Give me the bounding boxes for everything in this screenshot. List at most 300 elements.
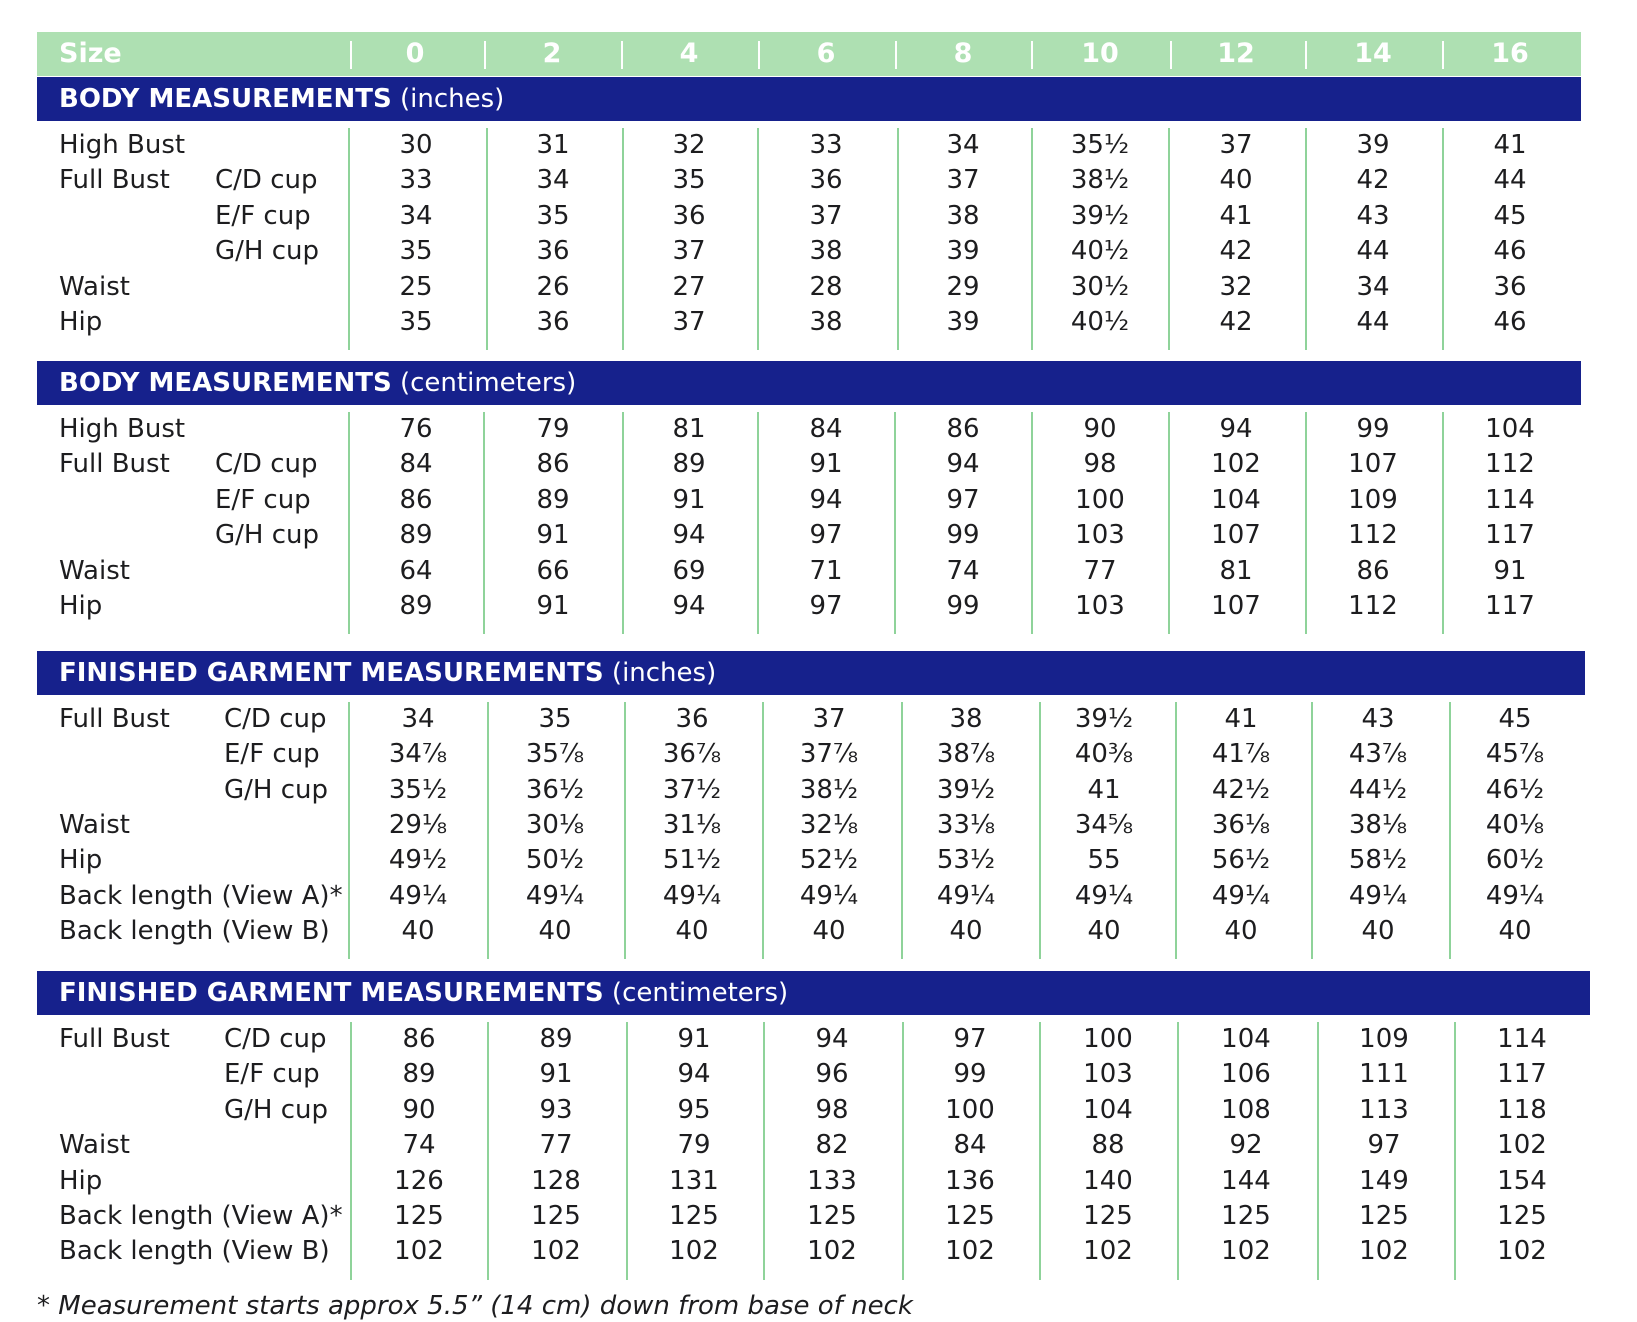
size-column-16: 16 bbox=[1491, 38, 1529, 69]
table-cell: 35 bbox=[399, 236, 433, 266]
table-cell: 42 bbox=[1219, 307, 1253, 337]
table-cell: 39½ bbox=[936, 775, 996, 805]
table-cell: 104 bbox=[1221, 1024, 1271, 1054]
section-title: FINISHED GARMENT MEASUREMENTS bbox=[59, 978, 604, 1008]
table-cell: 35 bbox=[672, 165, 706, 195]
table-cell: 31⅛ bbox=[662, 810, 722, 840]
table-cell: 41⅞ bbox=[1211, 739, 1271, 769]
table-cell: 125 bbox=[669, 1201, 719, 1231]
table-cell: 34⅝ bbox=[1074, 810, 1134, 840]
section-header bbox=[37, 971, 1590, 1015]
table-cell: 91 bbox=[1493, 556, 1527, 586]
table-cell: 102 bbox=[1497, 1236, 1547, 1266]
table-cell: 40 bbox=[1361, 916, 1395, 946]
table-cell: 102 bbox=[531, 1236, 581, 1266]
table-cell: 44 bbox=[1356, 307, 1390, 337]
row-sublabel: G/H cup bbox=[224, 775, 328, 805]
table-row bbox=[37, 1128, 1597, 1163]
table-cell: 40 bbox=[1224, 916, 1258, 946]
table-cell: 91 bbox=[672, 485, 706, 515]
row-sublabel: G/H cup bbox=[215, 236, 319, 266]
table-cell: 49¼ bbox=[1485, 881, 1545, 911]
table-cell: 49¼ bbox=[525, 881, 585, 911]
table-row bbox=[37, 1164, 1597, 1199]
size-header-bar bbox=[37, 32, 1581, 76]
table-cell: 36 bbox=[675, 704, 709, 734]
table-row bbox=[37, 737, 1597, 772]
size-column-10: 10 bbox=[1081, 38, 1119, 69]
table-cell: 109 bbox=[1359, 1024, 1409, 1054]
table-cell: 40 bbox=[401, 916, 435, 946]
table-row bbox=[37, 1234, 1597, 1269]
table-cell: 125 bbox=[531, 1201, 581, 1231]
size-separator bbox=[1442, 41, 1444, 69]
row-label: Waist bbox=[59, 810, 130, 840]
table-cell: 90 bbox=[402, 1095, 436, 1125]
table-cell: 125 bbox=[394, 1201, 444, 1231]
row-label: Hip bbox=[59, 307, 103, 337]
table-row bbox=[37, 773, 1597, 808]
table-cell: 36 bbox=[1493, 272, 1527, 302]
table-cell: 38⅛ bbox=[1348, 810, 1408, 840]
table-cell: 104 bbox=[1211, 485, 1261, 515]
table-cell: 95 bbox=[677, 1095, 711, 1125]
section-header bbox=[37, 651, 1585, 695]
table-cell: 102 bbox=[945, 1236, 995, 1266]
table-cell: 41 bbox=[1224, 704, 1258, 734]
row-sublabel: E/F cup bbox=[215, 485, 311, 515]
table-cell: 102 bbox=[807, 1236, 857, 1266]
table-cell: 89 bbox=[399, 591, 433, 621]
table-cell: 125 bbox=[945, 1201, 995, 1231]
table-cell: 52½ bbox=[799, 845, 859, 875]
row-label: Back length (View B) bbox=[59, 1236, 330, 1266]
table-cell: 99 bbox=[946, 520, 980, 550]
table-cell: 91 bbox=[677, 1024, 711, 1054]
row-label: Waist bbox=[59, 1130, 130, 1160]
table-cell: 34 bbox=[536, 165, 570, 195]
table-cell: 41 bbox=[1493, 130, 1527, 160]
table-cell: 103 bbox=[1083, 1059, 1133, 1089]
table-cell: 32 bbox=[672, 130, 706, 160]
table-cell: 35⅞ bbox=[525, 739, 585, 769]
table-cell: 31 bbox=[536, 130, 570, 160]
table-cell: 38 bbox=[809, 307, 843, 337]
table-cell: 100 bbox=[945, 1095, 995, 1125]
table-cell: 114 bbox=[1485, 485, 1535, 515]
table-cell: 131 bbox=[669, 1166, 719, 1196]
table-cell: 29 bbox=[946, 272, 980, 302]
table-cell: 38 bbox=[949, 704, 983, 734]
table-cell: 103 bbox=[1075, 591, 1125, 621]
table-cell: 117 bbox=[1485, 520, 1535, 550]
measurement-block bbox=[37, 702, 1597, 959]
table-cell: 53½ bbox=[936, 845, 996, 875]
table-cell: 125 bbox=[1497, 1201, 1547, 1231]
table-cell: 89 bbox=[402, 1059, 436, 1089]
table-cell: 86 bbox=[1356, 556, 1390, 586]
table-cell: 97 bbox=[953, 1024, 987, 1054]
table-cell: 43⅞ bbox=[1348, 739, 1408, 769]
row-label: Waist bbox=[59, 272, 130, 302]
table-cell: 40⅜ bbox=[1074, 739, 1134, 769]
table-cell: 79 bbox=[677, 1130, 711, 1160]
table-cell: 136 bbox=[945, 1166, 995, 1196]
table-cell: 50½ bbox=[525, 845, 585, 875]
table-cell: 39 bbox=[946, 236, 980, 266]
table-cell: 97 bbox=[946, 485, 980, 515]
size-separator bbox=[1031, 41, 1033, 69]
table-row bbox=[37, 702, 1597, 737]
table-cell: 106 bbox=[1221, 1059, 1271, 1089]
table-cell: 102 bbox=[1211, 449, 1261, 479]
table-cell: 102 bbox=[1359, 1236, 1409, 1266]
row-sublabel: C/D cup bbox=[215, 449, 318, 479]
table-cell: 94 bbox=[946, 449, 980, 479]
row-label: Hip bbox=[59, 845, 103, 875]
row-sublabel: C/D cup bbox=[215, 165, 318, 195]
table-cell: 37 bbox=[946, 165, 980, 195]
table-cell: 36 bbox=[536, 236, 570, 266]
table-cell: 128 bbox=[531, 1166, 581, 1196]
size-column-12: 12 bbox=[1217, 38, 1255, 69]
footnote: * Measurement starts approx 5.5” (14 cm) down from base of neck bbox=[37, 1291, 913, 1321]
size-column-2: 2 bbox=[542, 38, 562, 69]
table-cell: 69 bbox=[672, 556, 706, 586]
table-cell: 49½ bbox=[388, 845, 448, 875]
table-row bbox=[37, 843, 1597, 878]
table-cell: 40 bbox=[1087, 916, 1121, 946]
table-row bbox=[37, 879, 1597, 914]
table-cell: 45 bbox=[1498, 704, 1532, 734]
table-cell: 40½ bbox=[1070, 236, 1130, 266]
table-cell: 46 bbox=[1493, 236, 1527, 266]
size-separator bbox=[1170, 41, 1172, 69]
table-cell: 140 bbox=[1083, 1166, 1133, 1196]
row-label: Waist bbox=[59, 556, 130, 586]
table-cell: 56½ bbox=[1211, 845, 1271, 875]
section-title: BODY MEASUREMENTS bbox=[59, 368, 392, 398]
table-cell: 81 bbox=[1219, 556, 1253, 586]
size-separator bbox=[484, 41, 486, 69]
table-cell: 40½ bbox=[1070, 307, 1130, 337]
row-label: Back length (View A)* bbox=[59, 1201, 343, 1231]
table-cell: 49¼ bbox=[936, 881, 996, 911]
section-unit: (inches) bbox=[603, 658, 717, 688]
table-cell: 40 bbox=[538, 916, 572, 946]
table-cell: 46 bbox=[1493, 307, 1527, 337]
size-column-6: 6 bbox=[816, 38, 836, 69]
table-cell: 154 bbox=[1497, 1166, 1547, 1196]
table-cell: 99 bbox=[946, 591, 980, 621]
table-cell: 37 bbox=[809, 201, 843, 231]
table-cell: 49¼ bbox=[662, 881, 722, 911]
table-cell: 39 bbox=[946, 307, 980, 337]
table-cell: 49¼ bbox=[388, 881, 448, 911]
table-cell: 55 bbox=[1087, 845, 1121, 875]
table-cell: 102 bbox=[669, 1236, 719, 1266]
table-cell: 96 bbox=[815, 1059, 849, 1089]
size-label: Size bbox=[59, 38, 122, 69]
table-cell: 104 bbox=[1485, 414, 1535, 444]
size-separator bbox=[895, 41, 897, 69]
table-cell: 33⅛ bbox=[936, 810, 996, 840]
table-cell: 93 bbox=[539, 1095, 573, 1125]
table-cell: 30⅛ bbox=[525, 810, 585, 840]
table-cell: 107 bbox=[1348, 449, 1398, 479]
table-cell: 144 bbox=[1221, 1166, 1271, 1196]
table-cell: 117 bbox=[1497, 1059, 1547, 1089]
size-column-0: 0 bbox=[405, 38, 425, 69]
table-cell: 149 bbox=[1359, 1166, 1409, 1196]
table-cell: 34⅞ bbox=[388, 739, 448, 769]
table-cell: 38½ bbox=[799, 775, 859, 805]
table-cell: 37 bbox=[672, 236, 706, 266]
table-cell: 37 bbox=[672, 307, 706, 337]
table-cell: 102 bbox=[1221, 1236, 1271, 1266]
table-cell: 35½ bbox=[388, 775, 448, 805]
table-cell: 42 bbox=[1219, 236, 1253, 266]
table-cell: 35 bbox=[538, 704, 572, 734]
table-cell: 86 bbox=[402, 1024, 436, 1054]
table-cell: 41 bbox=[1087, 775, 1121, 805]
measurement-block bbox=[37, 128, 1597, 350]
table-cell: 51½ bbox=[662, 845, 722, 875]
table-cell: 25 bbox=[399, 272, 433, 302]
row-sublabel: G/H cup bbox=[215, 520, 319, 550]
table-cell: 46½ bbox=[1485, 775, 1545, 805]
table-cell: 94 bbox=[809, 485, 843, 515]
table-cell: 89 bbox=[672, 449, 706, 479]
table-cell: 111 bbox=[1359, 1059, 1409, 1089]
table-cell: 118 bbox=[1497, 1095, 1547, 1125]
table-cell: 125 bbox=[807, 1201, 857, 1231]
table-cell: 112 bbox=[1348, 591, 1398, 621]
table-cell: 60½ bbox=[1485, 845, 1545, 875]
table-cell: 35½ bbox=[1070, 130, 1130, 160]
row-label: Full Bust bbox=[59, 1024, 170, 1054]
table-cell: 113 bbox=[1359, 1095, 1409, 1125]
section-header bbox=[37, 77, 1581, 121]
row-sublabel: E/F cup bbox=[215, 201, 311, 231]
table-cell: 39½ bbox=[1070, 201, 1130, 231]
section-header bbox=[37, 361, 1581, 405]
table-cell: 94 bbox=[815, 1024, 849, 1054]
table-cell: 125 bbox=[1083, 1201, 1133, 1231]
table-row bbox=[37, 808, 1597, 843]
table-cell: 94 bbox=[677, 1059, 711, 1089]
table-row bbox=[37, 199, 1597, 234]
table-cell: 34 bbox=[1356, 272, 1390, 302]
table-cell: 49¼ bbox=[1211, 881, 1271, 911]
table-cell: 91 bbox=[536, 591, 570, 621]
table-row bbox=[37, 447, 1597, 482]
size-separator bbox=[621, 41, 623, 69]
table-cell: 108 bbox=[1221, 1095, 1271, 1125]
table-cell: 86 bbox=[399, 485, 433, 515]
table-cell: 33 bbox=[809, 130, 843, 160]
table-cell: 39½ bbox=[1074, 704, 1134, 734]
table-row bbox=[37, 128, 1597, 163]
table-cell: 35 bbox=[536, 201, 570, 231]
table-cell: 34 bbox=[401, 704, 435, 734]
table-cell: 38 bbox=[809, 236, 843, 266]
table-cell: 126 bbox=[394, 1166, 444, 1196]
row-label: Back length (View B) bbox=[59, 916, 330, 946]
table-cell: 36 bbox=[536, 307, 570, 337]
table-cell: 33 bbox=[399, 165, 433, 195]
table-cell: 44 bbox=[1356, 236, 1390, 266]
section-unit: (centimeters) bbox=[391, 368, 577, 398]
table-cell: 40 bbox=[1498, 916, 1532, 946]
table-cell: 94 bbox=[672, 520, 706, 550]
table-cell: 36 bbox=[809, 165, 843, 195]
table-cell: 40⅛ bbox=[1485, 810, 1545, 840]
table-cell: 32 bbox=[1219, 272, 1253, 302]
measurement-block bbox=[37, 412, 1597, 634]
table-row bbox=[37, 914, 1597, 949]
table-cell: 49¼ bbox=[1348, 881, 1408, 911]
table-cell: 30 bbox=[399, 130, 433, 160]
table-cell: 37 bbox=[812, 704, 846, 734]
table-cell: 104 bbox=[1083, 1095, 1133, 1125]
table-cell: 77 bbox=[539, 1130, 573, 1160]
row-label: High Bust bbox=[59, 414, 186, 444]
table-cell: 112 bbox=[1485, 449, 1535, 479]
table-cell: 40 bbox=[1219, 165, 1253, 195]
table-cell: 43 bbox=[1361, 704, 1395, 734]
size-column-14: 14 bbox=[1354, 38, 1392, 69]
table-cell: 49¼ bbox=[799, 881, 859, 911]
row-sublabel: E/F cup bbox=[224, 739, 320, 769]
table-cell: 98 bbox=[1083, 449, 1117, 479]
table-cell: 109 bbox=[1348, 485, 1398, 515]
table-cell: 26 bbox=[536, 272, 570, 302]
table-cell: 84 bbox=[399, 449, 433, 479]
size-column-8: 8 bbox=[953, 38, 973, 69]
table-cell: 42½ bbox=[1211, 775, 1271, 805]
row-sublabel: E/F cup bbox=[224, 1059, 320, 1089]
row-sublabel: C/D cup bbox=[224, 1024, 327, 1054]
table-row bbox=[37, 163, 1597, 198]
table-cell: 27 bbox=[672, 272, 706, 302]
table-cell: 91 bbox=[809, 449, 843, 479]
table-cell: 37½ bbox=[662, 775, 722, 805]
table-row bbox=[37, 234, 1597, 269]
table-cell: 77 bbox=[1083, 556, 1117, 586]
table-cell: 125 bbox=[1359, 1201, 1409, 1231]
table-row bbox=[37, 1093, 1597, 1128]
table-cell: 92 bbox=[1229, 1130, 1263, 1160]
table-cell: 84 bbox=[953, 1130, 987, 1160]
table-cell: 99 bbox=[1356, 414, 1390, 444]
table-cell: 91 bbox=[536, 520, 570, 550]
table-cell: 76 bbox=[399, 414, 433, 444]
table-cell: 49¼ bbox=[1074, 881, 1134, 911]
table-cell: 34 bbox=[399, 201, 433, 231]
table-cell: 94 bbox=[672, 591, 706, 621]
table-cell: 40 bbox=[949, 916, 983, 946]
section-unit: (inches) bbox=[391, 84, 505, 114]
table-cell: 74 bbox=[946, 556, 980, 586]
table-cell: 88 bbox=[1091, 1130, 1125, 1160]
table-cell: 133 bbox=[807, 1166, 857, 1196]
table-row bbox=[37, 518, 1597, 553]
table-cell: 32⅛ bbox=[799, 810, 859, 840]
table-cell: 102 bbox=[1083, 1236, 1133, 1266]
row-label: Full Bust bbox=[59, 704, 170, 734]
measurement-block bbox=[37, 1022, 1597, 1280]
table-cell: 44 bbox=[1493, 165, 1527, 195]
table-cell: 28 bbox=[809, 272, 843, 302]
table-cell: 71 bbox=[809, 556, 843, 586]
table-cell: 84 bbox=[809, 414, 843, 444]
table-cell: 38 bbox=[946, 201, 980, 231]
table-cell: 79 bbox=[536, 414, 570, 444]
table-row bbox=[37, 1199, 1597, 1234]
table-row bbox=[37, 270, 1597, 305]
table-cell: 102 bbox=[1497, 1130, 1547, 1160]
row-label: Full Bust bbox=[59, 165, 170, 195]
row-label: Hip bbox=[59, 591, 103, 621]
table-cell: 38½ bbox=[1070, 165, 1130, 195]
table-row bbox=[37, 589, 1597, 624]
table-cell: 102 bbox=[394, 1236, 444, 1266]
table-cell: 42 bbox=[1356, 165, 1390, 195]
table-cell: 74 bbox=[402, 1130, 436, 1160]
section-title: FINISHED GARMENT MEASUREMENTS bbox=[59, 658, 604, 688]
table-cell: 97 bbox=[1367, 1130, 1401, 1160]
table-cell: 86 bbox=[946, 414, 980, 444]
table-cell: 58½ bbox=[1348, 845, 1408, 875]
table-cell: 40 bbox=[812, 916, 846, 946]
row-sublabel: G/H cup bbox=[224, 1095, 328, 1125]
table-cell: 40 bbox=[675, 916, 709, 946]
table-cell: 99 bbox=[953, 1059, 987, 1089]
table-row bbox=[37, 1022, 1597, 1057]
table-cell: 125 bbox=[1221, 1201, 1271, 1231]
table-cell: 107 bbox=[1211, 520, 1261, 550]
table-cell: 39 bbox=[1356, 130, 1390, 160]
table-cell: 37 bbox=[1219, 130, 1253, 160]
table-cell: 114 bbox=[1497, 1024, 1547, 1054]
table-cell: 29⅛ bbox=[388, 810, 448, 840]
size-separator bbox=[350, 41, 352, 69]
table-cell: 34 bbox=[946, 130, 980, 160]
table-row bbox=[37, 412, 1597, 447]
row-label: Hip bbox=[59, 1166, 103, 1196]
table-cell: 36⅞ bbox=[662, 739, 722, 769]
table-cell: 103 bbox=[1075, 520, 1125, 550]
table-cell: 97 bbox=[809, 591, 843, 621]
table-row bbox=[37, 554, 1597, 589]
row-label: Back length (View A)* bbox=[59, 881, 343, 911]
table-cell: 91 bbox=[539, 1059, 573, 1089]
table-cell: 36⅛ bbox=[1211, 810, 1271, 840]
table-cell: 36 bbox=[672, 201, 706, 231]
table-cell: 94 bbox=[1219, 414, 1253, 444]
table-cell: 107 bbox=[1211, 591, 1261, 621]
table-cell: 37⅞ bbox=[799, 739, 859, 769]
table-cell: 97 bbox=[809, 520, 843, 550]
row-label: Full Bust bbox=[59, 449, 170, 479]
table-cell: 41 bbox=[1219, 201, 1253, 231]
table-cell: 100 bbox=[1083, 1024, 1133, 1054]
table-cell: 44½ bbox=[1348, 775, 1408, 805]
table-cell: 82 bbox=[815, 1130, 849, 1160]
section-unit: (centimeters) bbox=[603, 978, 789, 1008]
table-cell: 64 bbox=[399, 556, 433, 586]
